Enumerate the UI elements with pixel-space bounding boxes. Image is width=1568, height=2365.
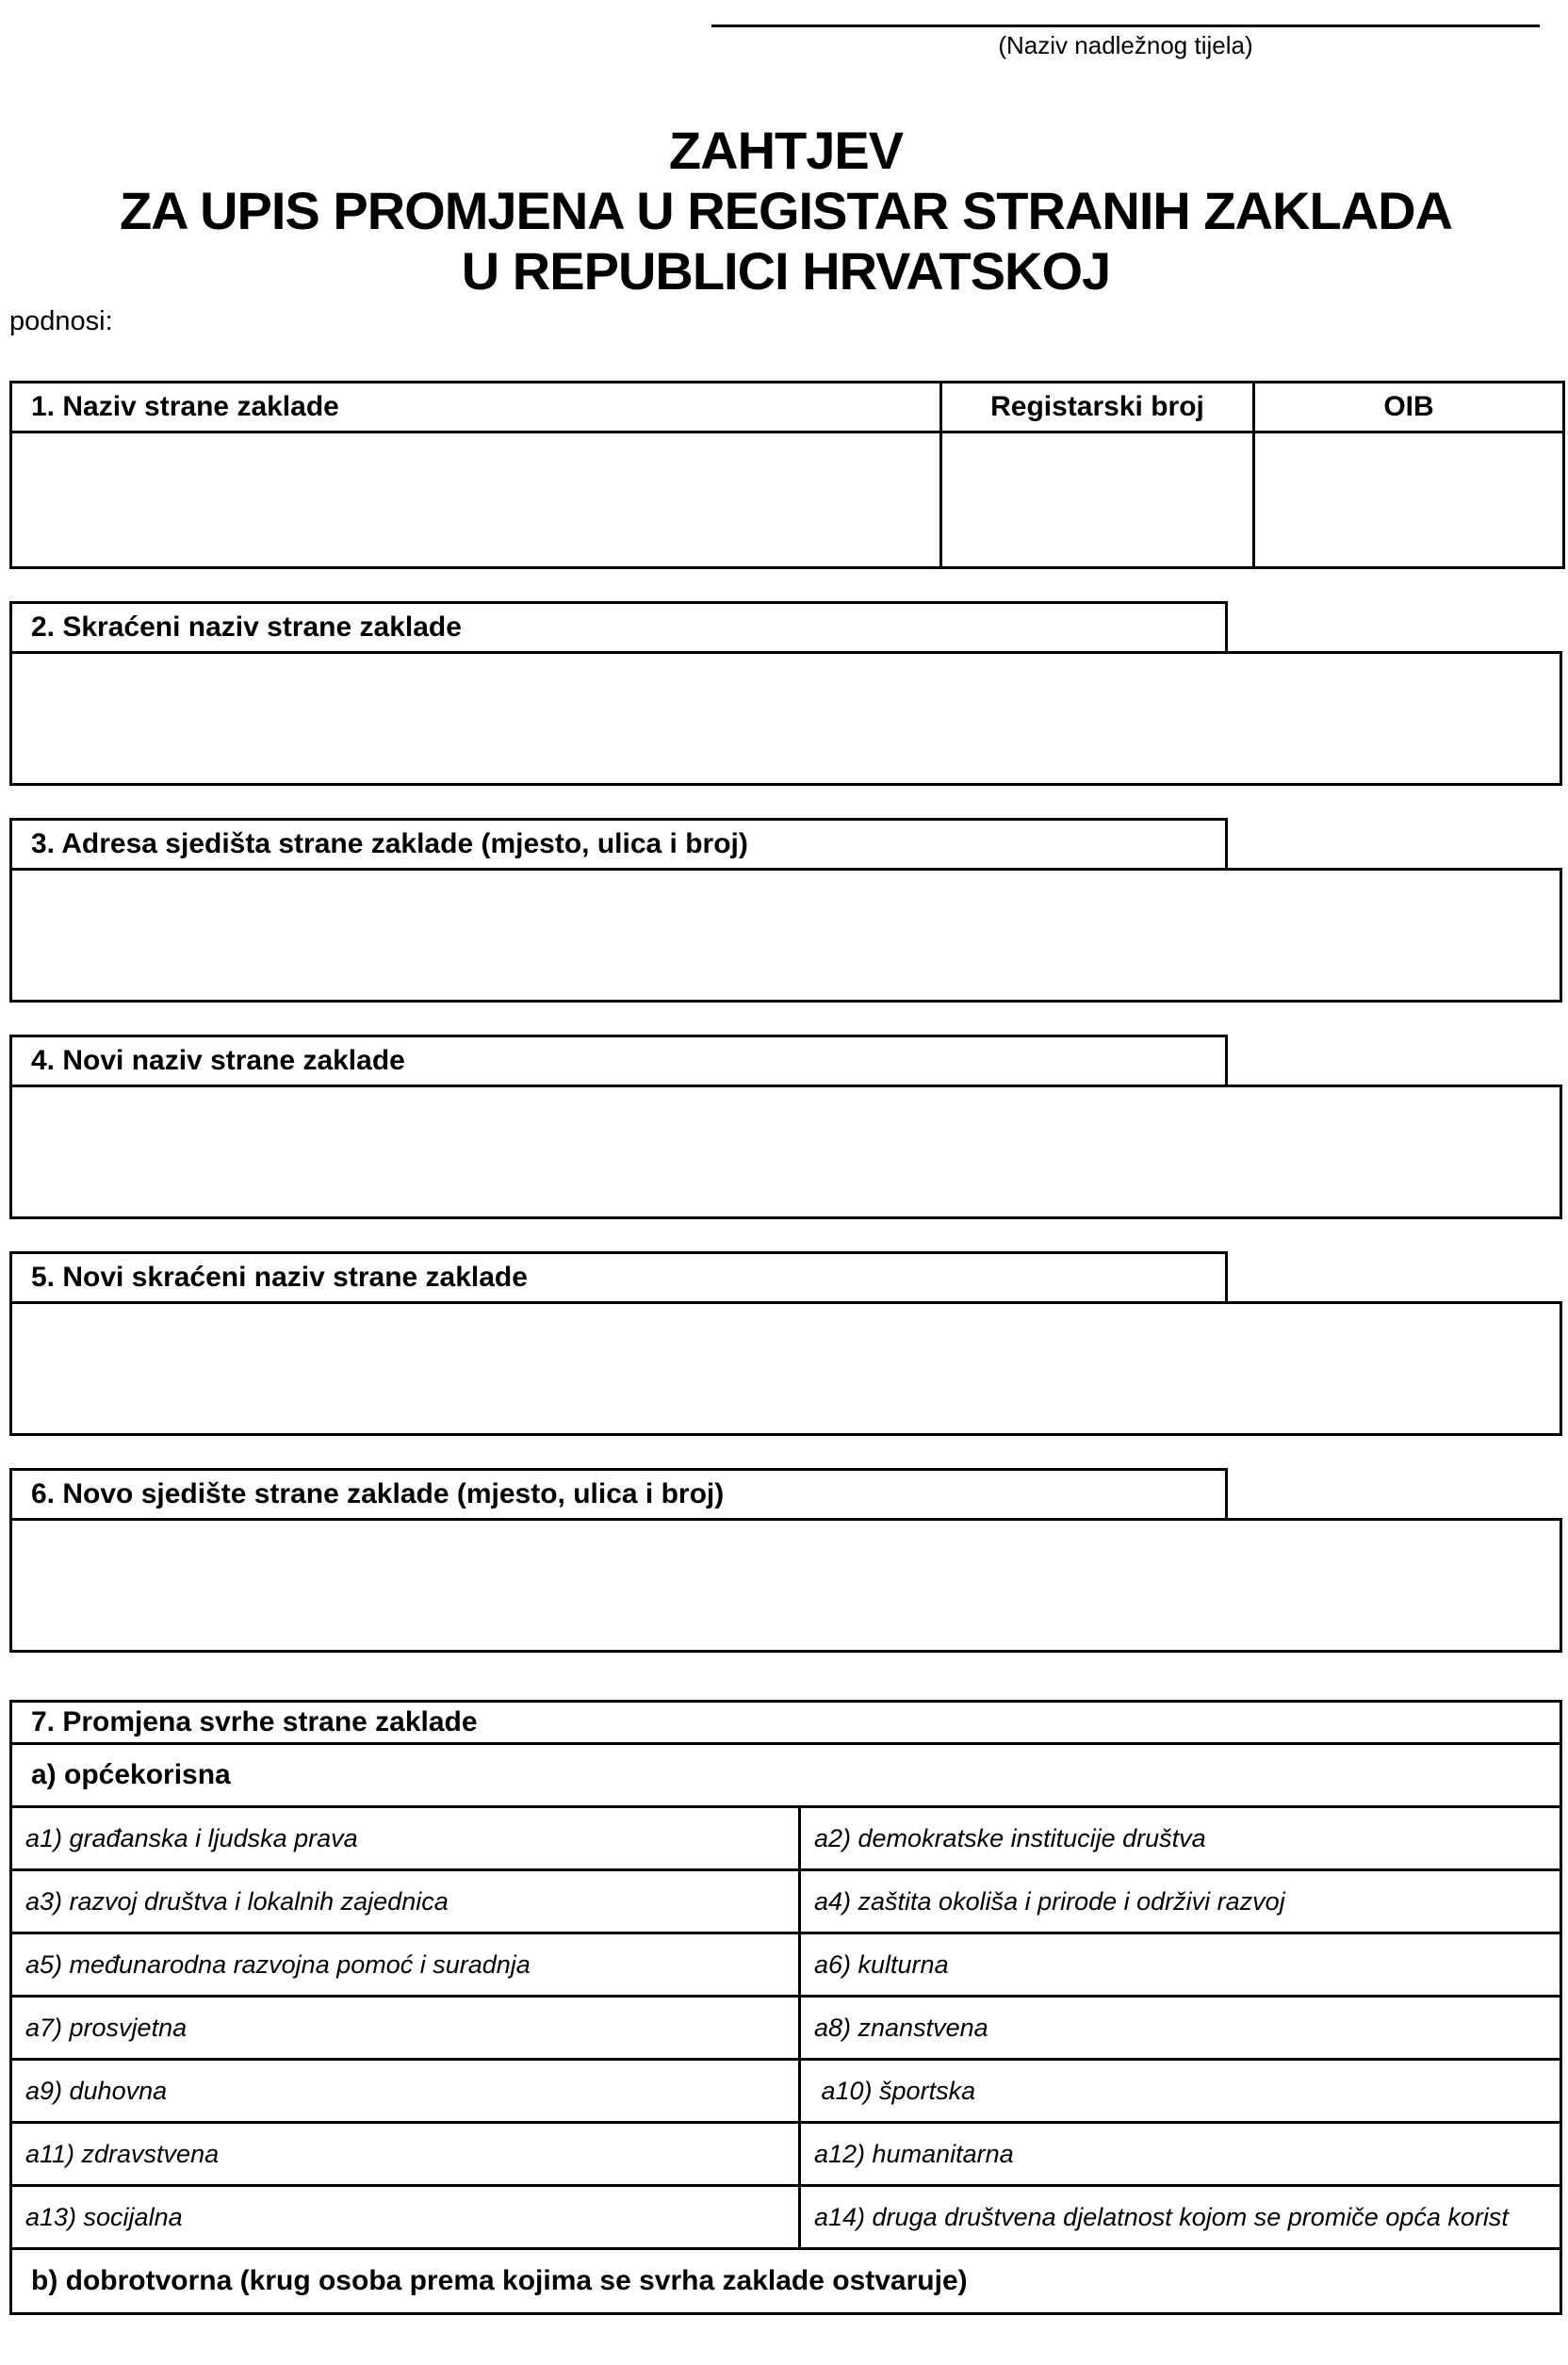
section-5-label: 5. Novi skraćeni naziv strane zaklade bbox=[9, 1251, 1228, 1304]
column-header-oib: OIB bbox=[1254, 383, 1564, 432]
purpose-option-a7[interactable]: a7) prosvjetna bbox=[9, 1995, 801, 2061]
section-7-subtitle-dobrotvorna: b) dobrotvorna (krug osoba prema kojima se svrha zaklade ostvaruje) bbox=[9, 2247, 1562, 2315]
authority-signature-line bbox=[711, 24, 1540, 60]
field-adresa-sjedista-input[interactable] bbox=[9, 868, 1562, 1003]
purpose-option-a11[interactable]: a11) zdravstvena bbox=[9, 2121, 801, 2187]
submitted-by-label: podnosi: bbox=[9, 306, 113, 337]
purpose-option-a6[interactable]: a6) kulturna bbox=[798, 1932, 1562, 1998]
section-7-title: 7. Promjena svrhe strane zaklade bbox=[9, 1700, 1562, 1745]
section-2 bbox=[9, 601, 1562, 786]
purpose-option-a5[interactable]: a5) međunarodna razvojna pomoć i suradnja bbox=[9, 1932, 801, 1998]
form-title-line-1: ZAHTJEV bbox=[668, 121, 904, 180]
purpose-row-6 bbox=[9, 2121, 1562, 2187]
identity-value-row bbox=[11, 432, 1564, 568]
purpose-row-1 bbox=[9, 1805, 1562, 1871]
purpose-row-3 bbox=[9, 1932, 1562, 1998]
section-4 bbox=[9, 1035, 1562, 1219]
section-4-label: 4. Novi naziv strane zaklade bbox=[9, 1035, 1228, 1087]
column-header-registarski-broj: Registarski broj bbox=[941, 383, 1254, 432]
field-registarski-broj-input[interactable] bbox=[941, 432, 1254, 568]
form-title-line-2: ZA UPIS PROMJENA U REGISTAR STRANIH ZAKLADA bbox=[119, 180, 1453, 240]
field-novi-naziv-input[interactable] bbox=[9, 1085, 1562, 1219]
purpose-row-7 bbox=[9, 2184, 1562, 2250]
purpose-row-2 bbox=[9, 1868, 1562, 1934]
section-6-label: 6. Novo sjedište strane zaklade (mjesto, ulica i broj) bbox=[9, 1468, 1228, 1521]
field-oib-input[interactable] bbox=[1254, 432, 1564, 568]
purpose-option-a8[interactable]: a8) znanstvena bbox=[798, 1995, 1562, 2061]
section-3 bbox=[9, 818, 1562, 1003]
purpose-option-a9[interactable]: a9) duhovna bbox=[9, 2058, 801, 2124]
column-header-naziv-strane-zaklade: 1. Naziv strane zaklade bbox=[11, 383, 941, 432]
purpose-option-a12[interactable]: a12) humanitarna bbox=[798, 2121, 1562, 2187]
field-novi-skraceni-naziv-input[interactable] bbox=[9, 1301, 1562, 1436]
purpose-row-4 bbox=[9, 1995, 1562, 2061]
purpose-row-5 bbox=[9, 2058, 1562, 2124]
form-title bbox=[9, 121, 1562, 301]
section-7 bbox=[9, 1700, 1562, 2315]
purpose-option-a4[interactable]: a4) zaštita okoliša i prirode i održivi razvoj bbox=[798, 1868, 1562, 1934]
purpose-option-a3[interactable]: a3) razvoj društva i lokalnih zajednica bbox=[9, 1868, 801, 1934]
section-2-label: 2. Skraćeni naziv strane zaklade bbox=[9, 601, 1228, 654]
authority-label: (Naziv nadležnog tijela) bbox=[998, 31, 1253, 59]
section-6 bbox=[9, 1468, 1562, 1653]
form-title-line-3: U REPUBLICI HRVATSKOJ bbox=[461, 240, 1111, 301]
section-3-label: 3. Adresa sjedišta strane zaklade (mjesto, ulica i broj) bbox=[9, 818, 1228, 871]
section-5 bbox=[9, 1251, 1562, 1436]
purpose-option-a14[interactable]: a14) druga društvena djelatnost kojom se promiče opća korist bbox=[798, 2184, 1562, 2250]
section-7-subtitle-opcekorisna: a) općekorisna bbox=[9, 1742, 1562, 1808]
field-skraceni-naziv-input[interactable] bbox=[9, 651, 1562, 786]
purpose-option-a13[interactable]: a13) socijalna bbox=[9, 2184, 801, 2250]
field-naziv-strane-zaklade-input[interactable] bbox=[11, 432, 941, 568]
identity-header-row bbox=[11, 383, 1564, 432]
purpose-option-a2[interactable]: a2) demokratske institucije društva bbox=[798, 1805, 1562, 1871]
foundation-identity-table bbox=[9, 381, 1565, 569]
purpose-option-a1[interactable]: a1) građanska i ljudska prava bbox=[9, 1805, 801, 1871]
field-novo-sjediste-input[interactable] bbox=[9, 1518, 1562, 1653]
purpose-option-a10[interactable]: a10) športska bbox=[798, 2058, 1562, 2124]
